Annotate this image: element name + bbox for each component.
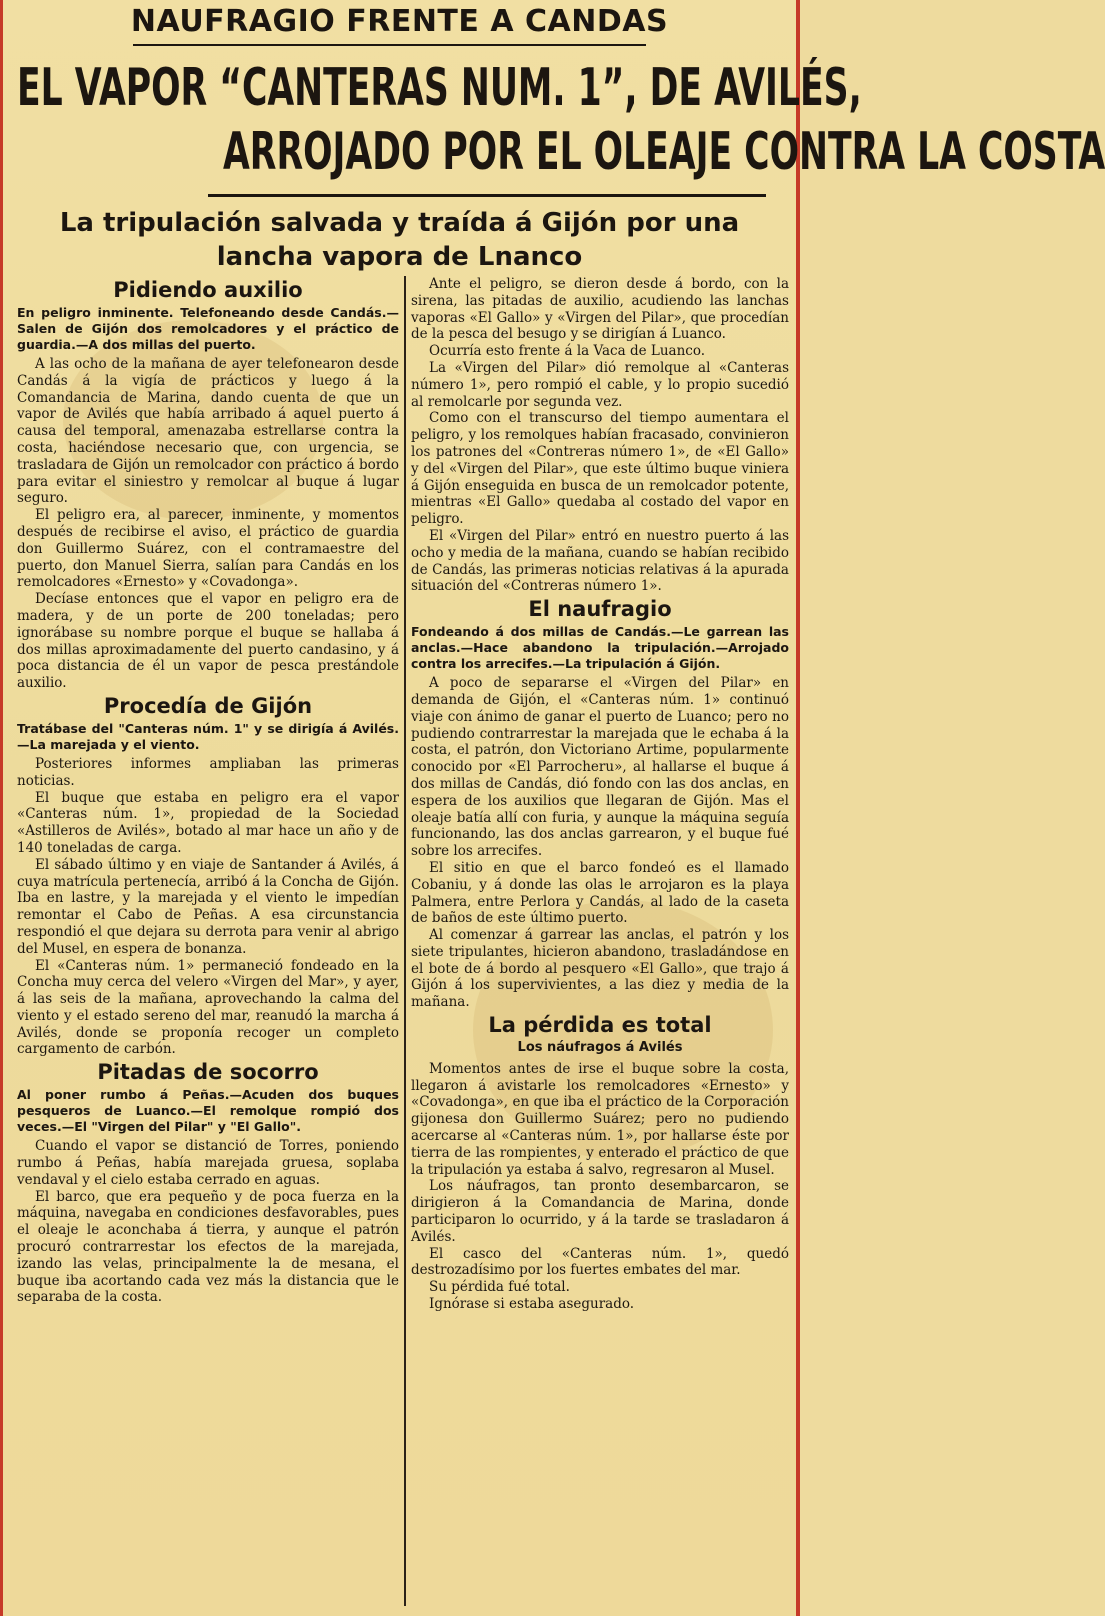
- deck-line-1: La tripulación salvada y traída á Gijón por una: [59, 208, 740, 238]
- section-title: Pitadas de socorro: [97, 1060, 319, 1085]
- section-title: Pidiendo auxilio: [113, 278, 303, 302]
- headline-line-2: ARROJADO POR EL OLEAJE CONTRA LA COSTA: [223, 122, 1105, 182]
- section-title: La pérdida es total: [488, 1013, 712, 1038]
- paragraph: El peligro era, al parecer, inminente, y momentos después de recibirse el aviso, el práctico de guardia don Guillermo Suárez, con el contramaestre del puerto, don Manuel Sierra, salían para Candás en los remolcadores «Ernesto» y «Covadonga».: [17, 507, 399, 591]
- deck-line-2: lancha vapora de Lnanco: [216, 242, 583, 272]
- paragraph: El sitio en que el barco fondeó es el llamado Cobaniu, y á donde las olas le arrojaron es la playa Palmera, entre Perlora y Candás, al lado de la caseta de baños de este último puerto.: [411, 859, 789, 927]
- paragraph: Los náufragos, tan pronto desembarcaron, se dirigieron á la Comandancia de Marina, donde participaron lo ocurrido, y á la tarde se trasladaron á Avilés.: [411, 1178, 789, 1245]
- paragraph: El «Virgen del Pilar» entró en nuestro puerto á las ocho y media de la mañana, cuando se habían recibido de Candás, las primeras noticias relativas á la apurada situación del «Contreras número 1».: [411, 527, 789, 595]
- paragraph: El «Canteras núm. 1» permaneció fondeado en la Concha muy cerca del velero «Virgen del Mar», y ayer, á las seis de la mañana, aprovechando la calma del viento y el estado sereno del mar, reanudó la marcha á Avilés, donde se proponía recoger un completo cargamento de carbón.: [17, 957, 399, 1058]
- paragraph: Cuando el vapor se distanció de Torres, poniendo rumbo á Peñas, había marejada gruesa, soplaba vendaval y el cielo estaba cerrado en aguas.: [17, 1138, 399, 1188]
- section-title: Procedía de Gijón: [103, 693, 313, 718]
- paragraph: Decíase entonces que el vapor en peligro era de madera, y de un porte de 200 toneladas; pero ignorábase su nombre porque el buque se hallaba á dos millas aproximadamente del puerto candasino, y á poca distancia de él un vapor de pesca prestándole auxilio.: [17, 591, 399, 692]
- paragraph: El barco, que era pequeño y de poca fuerza en la máquina, navegaba en condiciones desfavorables, pues el oleaje le aconchaba á tierra, y aunque el patrón procuró contrarrestar los efectos de la marejada, izando las velas, principalmente la de mesana, el buque iba acortando cada vez más la distancia que le separaba de la costa.: [17, 1188, 399, 1306]
- column-left: [17, 276, 399, 1616]
- column-divider: [404, 276, 406, 1606]
- paragraph: Al comenzar á garrear las anclas, el patrón y los siete tripulantes, hicieron abandono, trasladándose en el bote de á bordo al pesquero «El Gallo», que trajo á Gijón á los supervivientes, a las diez y media de la mañana.: [411, 927, 789, 1011]
- paragraph: El buque que estaba en peligro era el vapor «Canteras núm. 1», propiedad de la Sociedad «Astilleros de Avilés», botado al mar hace un año y de 140 toneladas de carga.: [17, 789, 399, 856]
- section-summary: Al poner rumbo á Peñas.—Acuden dos buques pesqueros de Luanco.—El remolque rompió dos veces.—El "Virgen del Pilar" y "El Gallo".: [17, 1087, 399, 1135]
- section-summary: Tratábase del "Canteras núm. 1" y se dirigía á Avilés.—La marejada y el viento.: [17, 720, 399, 752]
- section-title: El naufragio: [528, 597, 672, 622]
- paragraph: Ocurría esto frente á la Vaca de Luanco.: [429, 343, 706, 360]
- divider: [133, 44, 646, 46]
- paragraph: Momentos antes de irse el buque sobre la costa, llegaron á avistarle los remolcadores «Ernesto» y «Covadonga», en que iba el práctico de la Corporación gijonesa don Guillermo Suárez; pero no pudiendo acercarse al «Canteras núm. 1», por hallarse éste por tierra de las rompientes, y enterado el práctico de que la tripulación ya estaba á salvo, regresaron al Musel.: [411, 1060, 789, 1178]
- paragraph: A las ocho de la mañana de ayer telefonearon desde Candás á la vigía de prácticos y luego á la Comandancia de Marina, dando cuenta de que un vapor de Avilés que había arribado á aquel puerto á causa del temporal, amenazaba estrellarse contra la costa, haciéndose necesario que, con urgencia, se trasladara de Gijón un remolcador con práctico á bordo para evitar el siniestro y remolcar al buque á lugar seguro.: [17, 356, 399, 507]
- paragraph: Posteriores informes ampliaban las primeras noticias.: [17, 755, 399, 789]
- column-right: [411, 276, 789, 1616]
- paragraph: El casco del «Canteras núm. 1», quedó destrozadísimo por los fuertes embates del mar.: [411, 1245, 789, 1279]
- headline-line-1: EL VAPOR “CANTERAS NUM. 1”, DE AVILÉS,: [17, 58, 862, 118]
- section-subtitle: Los náufragos á Avilés: [517, 1040, 683, 1056]
- paragraph: Ante el peligro, se dieron desde á bordo, con la sirena, las pitadas de auxilio, acudiendo las lanchas vaporas «El Gallo» y «Virgen del Pilar», que procedían de la pesca del besugo y se dirigían á Luanco.: [411, 276, 789, 343]
- paragraph: Como con el transcurso del tiempo aumentara el peligro, y los remolques habían fracasado, convinieron los patrones del «Contreras número 1», de «El Gallo» y del «Virgen del Pilar», que este último buque viniera á Gijón enseguida en busca de un remolcador potente, mientras «El Gallo» quedaba al costado del vapor en peligro.: [411, 410, 789, 528]
- paragraph: Su pérdida fué total.: [429, 1279, 570, 1296]
- kicker-headline: NAUFRAGIO FRENTE A CANDAS: [130, 4, 669, 39]
- paragraph: A poco de separarse el «Virgen del Pilar» en demanda de Gijón, el «Canteras núm. 1» continuó viaje con ánimo de ganar el puerto de Luanco; pero no pudiendo contrarrestar la marejada que le echaba á la costa, el patrón, don Victoriano Artime, popularmente conocido por «El Parrocheru», al hallarse el buque á dos millas de Candás, dió fondo con las dos anclas, en espera de los auxilios que llegaran de Gijón. Mas el oleaje batía allí con furia, y aunque la máquina seguía funcionando, las dos anclas garrearon, y el buque fué sobre los arrecifes.: [411, 675, 789, 860]
- section-summary: En peligro inminente. Telefoneando desde Candás.—Salen de Gijón dos remolcadores y el práctico de guardia.—A dos millas del puerto.: [17, 305, 399, 352]
- section-summary: Fondeando á dos millas de Candás.—Le garrean las anclas.—Hace abandono la tripulación.—Arrojado contra los arrecifes.—La tripulación á Gijón.: [411, 624, 789, 672]
- divider: [208, 194, 766, 197]
- paragraph: La «Virgen del Pilar» dió remolque al «Canteras número 1», pero rompió el cable, y lo propio sucedió al remolcarle por segunda vez.: [411, 359, 789, 410]
- paragraph: Ignórase si estaba asegurado.: [429, 1296, 635, 1313]
- deck-headline: [3, 206, 796, 274]
- paragraph: El sábado último y en viaje de Santander á Avilés, á cuya matrícula pertenecía, arribó á la Concha de Gijón. Iba en lastre, y la marejada y el viento le impedían remontar el Cabo de Peñas. A esa circunstancia respondió el que dejara su derrota para venir al abrigo del Musel, en espera de bonanza.: [17, 856, 399, 957]
